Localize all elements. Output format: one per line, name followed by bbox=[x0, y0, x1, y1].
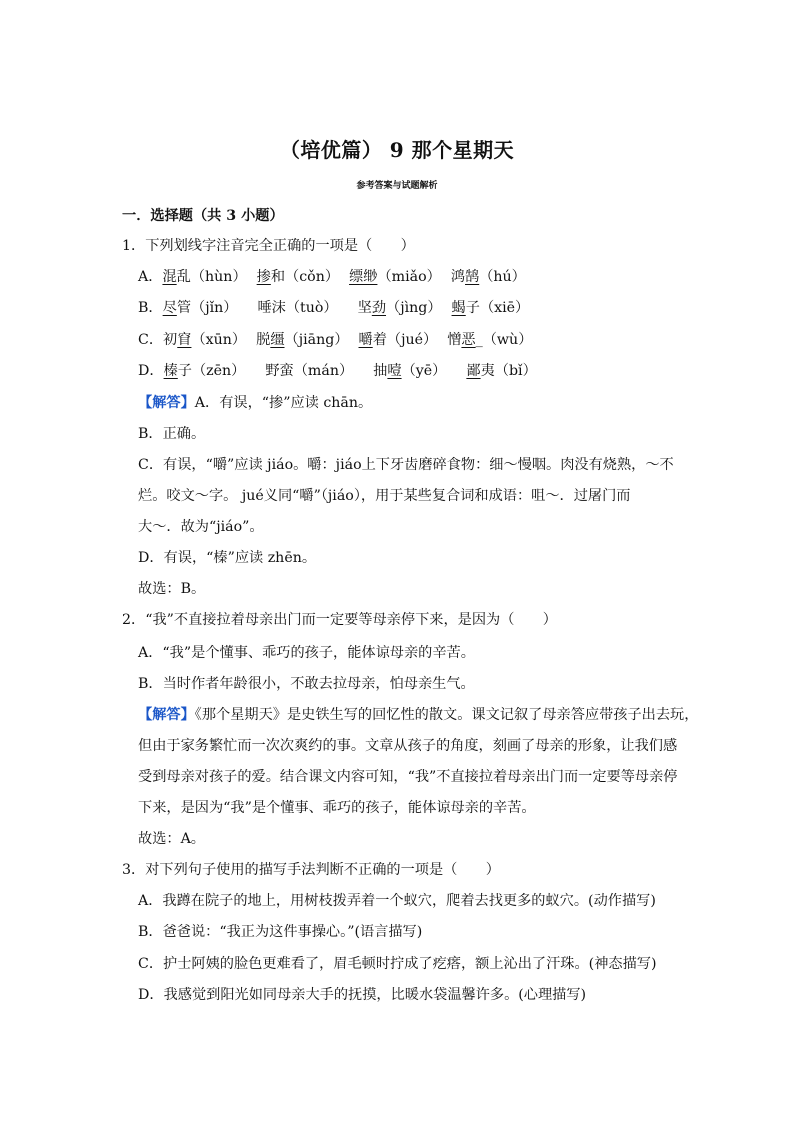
question-1-option-d: D．榛子（zēn） 野蛮（mán） 抽噎（yē） 鄙夷（bǐ） bbox=[138, 363, 537, 379]
question-2-answer-line1: 【解答】《那个星期天》是史铁生写的回忆性的散文。课文记叙了母亲答应带孩子出去玩， bbox=[138, 707, 699, 723]
question-2-option-b: B．当时作者年龄很小，不敢去拉母亲，怕母亲生气。 bbox=[138, 676, 475, 692]
question-1-answer-c-line2: 烂。咬文～字。 jué义同“嚼”（jiáo），用于某些复合词和成语：咀～．过屠门而 bbox=[138, 488, 631, 504]
question-2-choice: 故选：A。 bbox=[138, 831, 205, 847]
question-1-answer-b: B．正确。 bbox=[138, 426, 206, 442]
question-1-choice: 故选：B。 bbox=[138, 581, 206, 597]
question-1-answer-c-line3: 大～．故为“jiáo”。 bbox=[138, 519, 264, 535]
question-2-answer-line4: 下来，是因为“我”是个懂事、乖巧的孩子，能体谅母亲的辛苦。 bbox=[138, 800, 536, 816]
question-3-stem: 3．对下列句子使用的描写手法判断不正确的一项是（ ） bbox=[122, 862, 500, 878]
question-1-option-c: C．初窅（xūn） 脱缰（jiāng） 嚼着（jué） 憎恶_（wù） bbox=[138, 332, 533, 348]
question-2-answer-line2: 但由于家务繁忙而一次次爽约的事。文章从孩子的角度，刻画了母亲的形象，让我们感 bbox=[138, 738, 678, 754]
question-1-answer-a: 【解答】A．有误，“掺”应读 chān。 bbox=[138, 395, 373, 411]
answer-tag: 【解答】 bbox=[138, 395, 195, 411]
page-title: （培优篇） 9 那个星期天 bbox=[279, 138, 515, 162]
question-3-option-d: D．我感觉到阳光如同母亲大手的抚摸，比暖水袋温馨许多。(心理描写) bbox=[138, 987, 587, 1003]
question-2-answer-line3: 受到母亲对孩子的爱。结合课文内容可知，“我”不直接拉着母亲出门而一定要等母亲停 bbox=[138, 769, 678, 785]
question-3-option-b: B．爸爸说：“我正为这件事操心。”(语言描写) bbox=[138, 924, 423, 940]
question-3-option-c: C．护士阿姨的脸色更难看了，眉毛顿时拧成了疙瘩，额上沁出了汗珠。(神态描写) bbox=[138, 956, 657, 972]
answer-tag: 【解答】 bbox=[138, 707, 195, 723]
question-3-option-a: A．我蹲在院子的地上，用树枝拨弄着一个蚁穴，爬着去找更多的蚁穴。(动作描写) bbox=[138, 893, 656, 909]
question-1-answer-d: D．有误，“榛”应读 zhēn。 bbox=[138, 550, 317, 566]
question-1-answer-c-line1: C．有误，“嚼”应读 jiáo。嚼：jiáo上下牙齿磨碎食物：细～慢咽。肉没有烧熟，～不 bbox=[138, 457, 674, 473]
question-1-stem: 1．下列划线字注音完全正确的一项是（ ） bbox=[122, 238, 415, 254]
question-1-option-b: B．尽管（jǐn） 唾沫（tuò） 坚劲（jìng） 蝎子（xiē） bbox=[138, 300, 530, 316]
section-heading: 一．选择题（共 3 小题） bbox=[122, 208, 284, 224]
question-2-stem: 2．“我”不直接拉着母亲出门而一定要等母亲停下来，是因为（ ） bbox=[122, 612, 557, 628]
question-1-option-a: A．混乱（hùn） 掺和（cǒn） 缥缈（miǎo） 鸿鹄（hú） bbox=[138, 269, 526, 285]
question-2-option-a: A．“我”是个懂事、乖巧的孩子，能体谅母亲的辛苦。 bbox=[138, 645, 475, 661]
page-subtitle: 参考答案与试题解析 bbox=[356, 181, 438, 191]
